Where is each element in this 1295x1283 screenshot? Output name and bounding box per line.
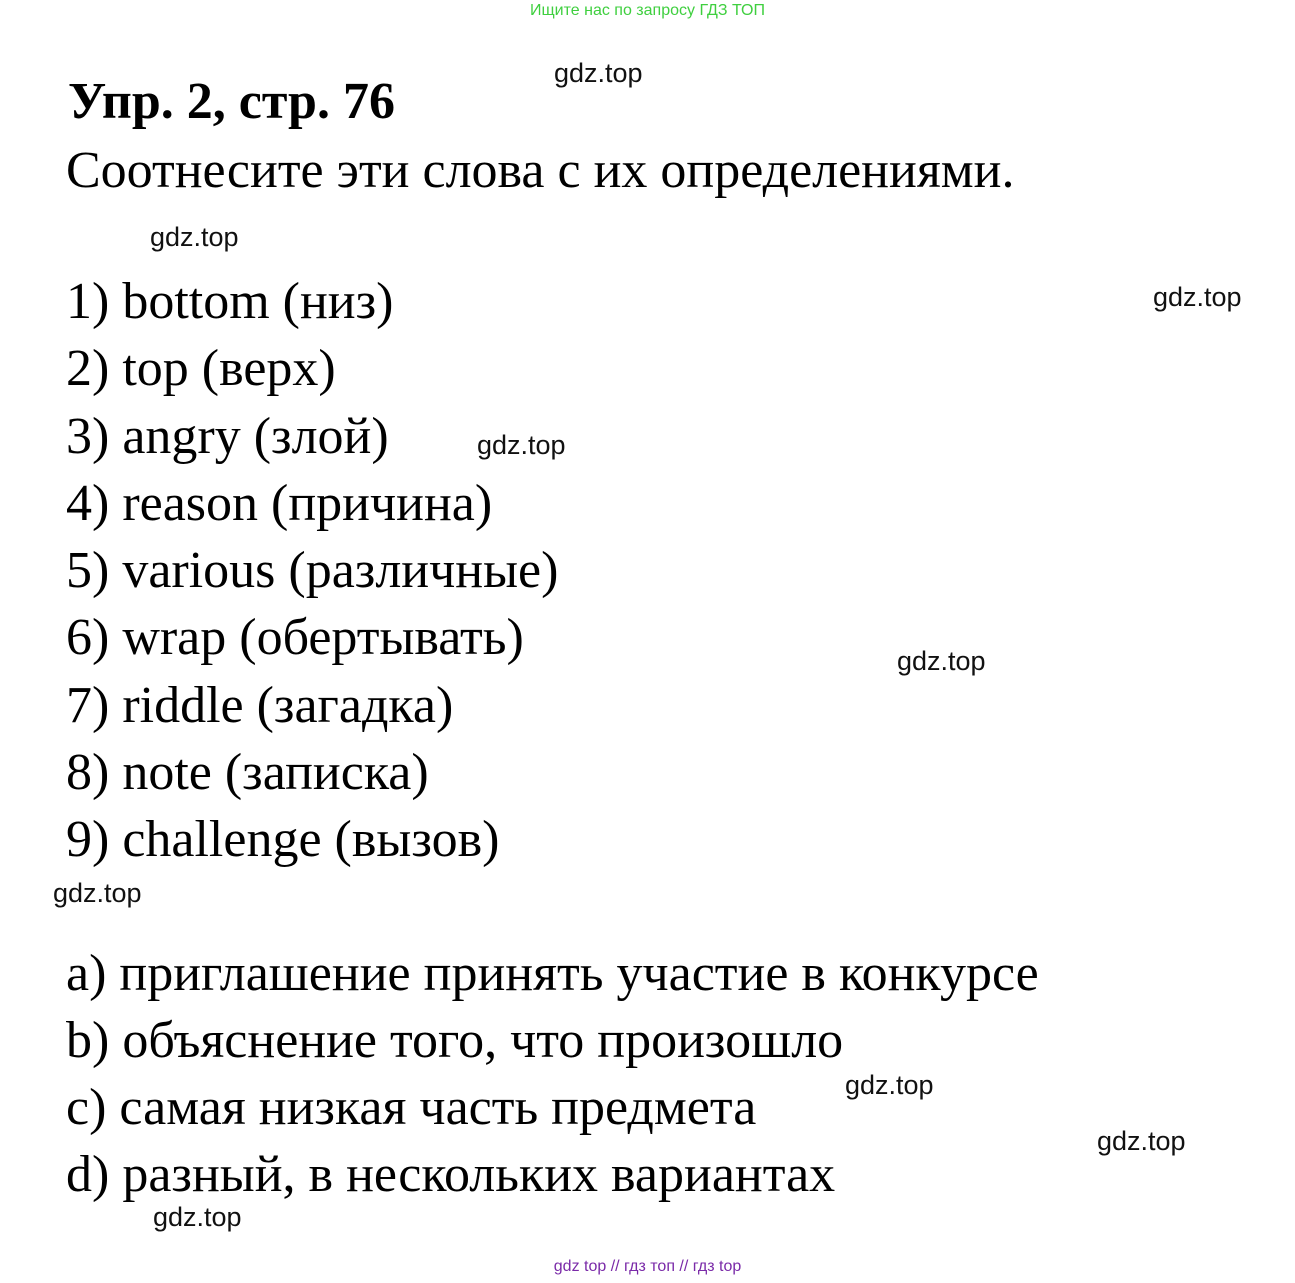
word-item: 4) reason (причина) xyxy=(66,474,493,532)
watermark: gdz.top xyxy=(897,646,986,676)
word-item: 9) challenge (вызов) xyxy=(66,811,500,869)
word-item: 8) note (записка) xyxy=(66,744,429,802)
word-item: 6) wrap (обертывать) xyxy=(66,609,524,667)
words-list xyxy=(66,268,558,874)
definition-item: c) самая низкая часть предмета xyxy=(66,1079,757,1136)
definition-item: a) приглашение принять участие в конкурсе xyxy=(66,945,1039,1002)
watermark: gdz.top xyxy=(53,878,142,908)
watermark: gdz.top xyxy=(1153,282,1242,312)
word-item: 1) bottom (низ) xyxy=(66,273,394,330)
footer-links: gdz top // гдз топ // гдз top xyxy=(553,1258,742,1275)
word-item: 5) various (различные) xyxy=(66,542,559,600)
top-banner: Ищите нас по запросу ГДЗ ТОП xyxy=(530,2,765,19)
exercise-instruction: Соотнесите эти слова с их определениями. xyxy=(66,142,1015,199)
watermark: gdz.top xyxy=(477,430,566,460)
word-item: 2) top (верх) xyxy=(66,340,336,398)
watermark: gdz.top xyxy=(1097,1126,1186,1156)
word-item: 3) angry (злой) xyxy=(66,407,389,465)
watermark: gdz.top xyxy=(554,58,643,88)
exercise-title: Упр. 2, стр. 76 xyxy=(68,73,395,130)
word-item: 7) riddle (загадка) xyxy=(66,676,454,734)
definition-item: b) объяснение того, что произошло xyxy=(66,1012,844,1069)
watermark: gdz.top xyxy=(845,1070,934,1100)
watermark: gdz.top xyxy=(150,222,239,252)
definition-item: d) разный, в нескольких вариантах xyxy=(66,1146,836,1203)
watermark: gdz.top xyxy=(153,1202,242,1232)
